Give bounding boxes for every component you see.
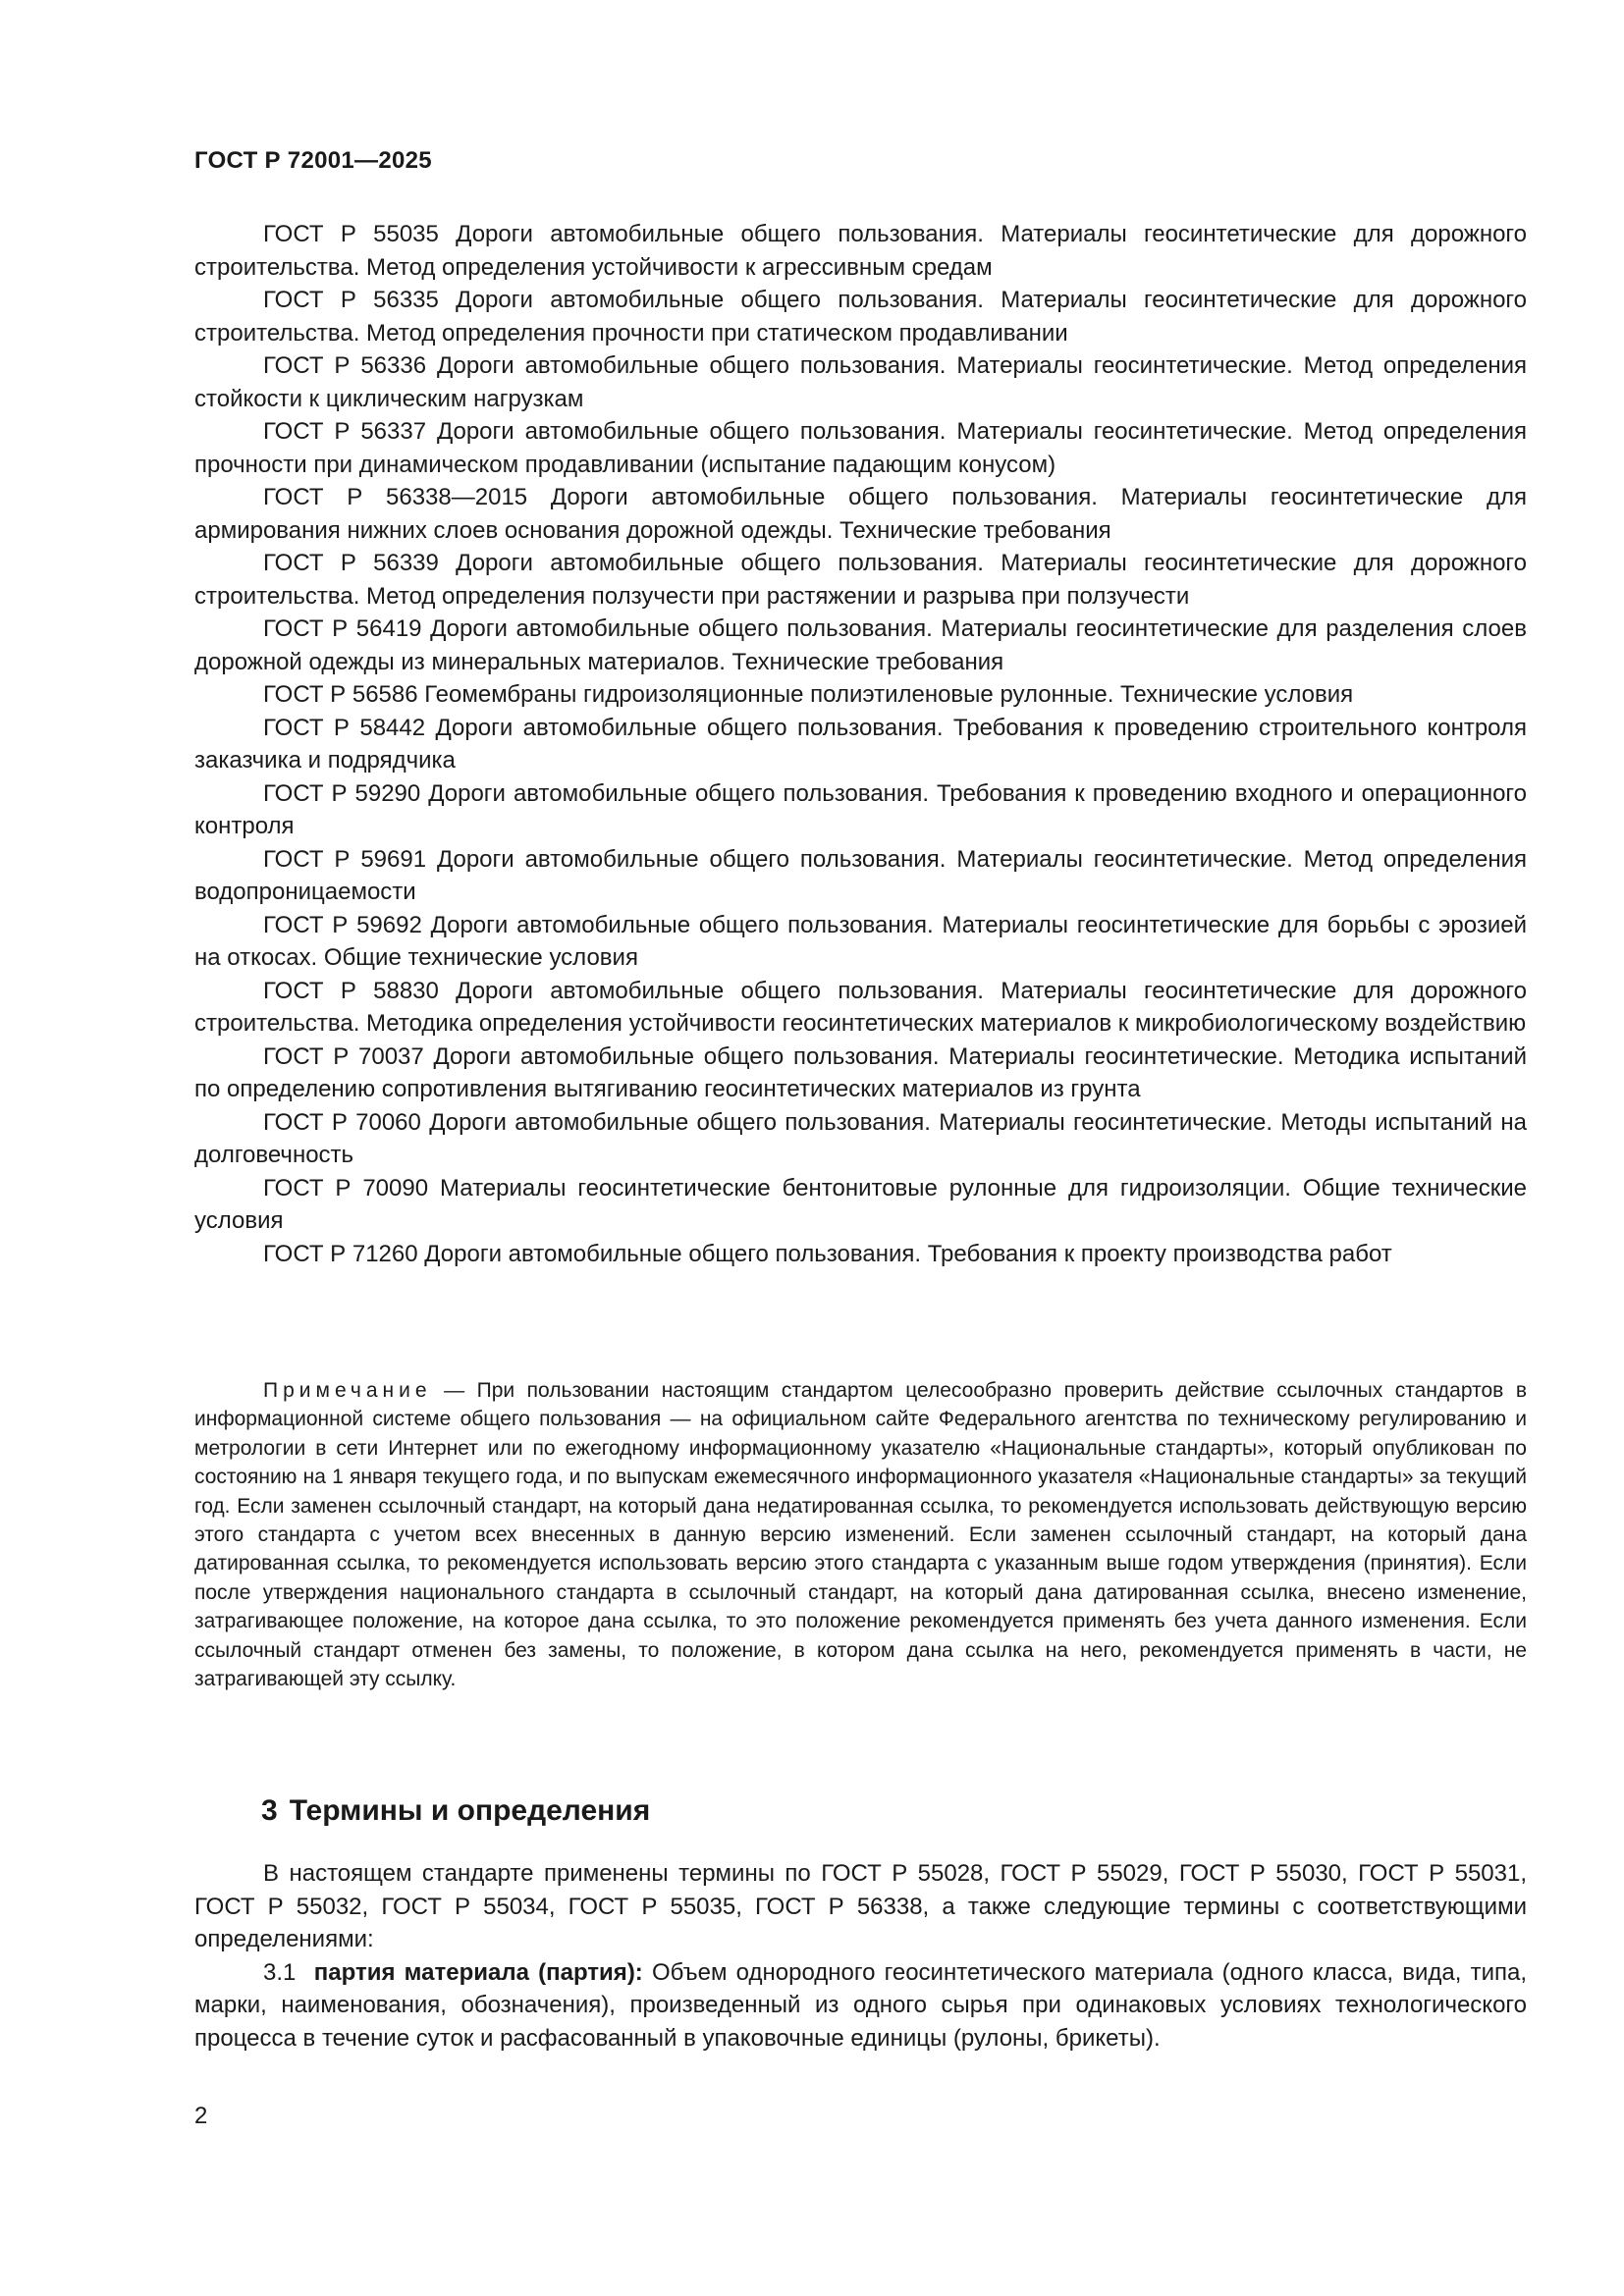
term-number: 3.1 <box>263 1958 297 1986</box>
page-number: 2 <box>194 2103 208 2129</box>
reference-item: ГОСТ Р 56339 Дороги автомобильные общего пользования. Материалы геосинтетические для дорожного строительства. Метод определения ползучести при растяжении и разрыва при ползучести <box>194 550 1527 610</box>
reference-item: ГОСТ Р 70037 Дороги автомобильные общего пользования. Материалы геосинтетические. Методика испытаний по определению сопротивления вытягиванию геосинтетических материалов из грунта <box>194 1042 1527 1102</box>
reference-item: ГОСТ Р 59691 Дороги автомобильные общего пользования. Материалы геосинтетические. Метод определения водопроницаемости <box>194 845 1527 905</box>
note-paragraph <box>194 1376 1527 1693</box>
reference-item: ГОСТ Р 56586 Геомембраны гидроизоляционные полиэтиленовые рулонные. Технические условия <box>263 681 1354 708</box>
reference-item: ГОСТ Р 58442 Дороги автомобильные общего пользования. Требования к проведению строительного контроля заказчика и подрядчика <box>194 714 1527 774</box>
note-text: — При пользовании настоящим стандартом целесообразно проверить действие ссылочных стандартов в информационной системе общего пользования — на официальном сайте Федерального агентства по техническому регулированию и метрологии в сети Интернет или по ежегодному информационному указателю «Национальные стандарты», который опубликован по состоянию на 1 января текущего года, и по выпускам ежемесячного информационного указателя «Национальные стандарты» за текущий год. Если заменен ссылочный стандарт, на который дана недатированная ссылка, то рекомендуется использовать действующую версию этого стандарта с учетом всех внесенных в данную версию изменений. Если заменен ссылочный стандарт, на который дана датированная ссылка, то рекомендуется использовать версию этого стандарта с указанным выше годом утверждения (принятия). Если после утверждения национального стандарта в ссылочный стандарт, на который дана датированная ссылка, внесено изменение, затрагивающее положение, на которое дана ссылка, то это положение рекомендуется применять без учета данного изменения. Если ссылочный стандарт отменен без замены, то положение, в котором дана ссылка на него, рекомендуется применять в части, не затрагивающей эту ссылку. <box>194 1379 1527 1691</box>
reference-item: ГОСТ Р 58830 Дороги автомобильные общего пользования. Материалы геосинтетические для дорожного строительства. Методика определения устойчивости геосинтетических материалов к микробиологическому воздействию <box>194 977 1527 1037</box>
term-definition <box>194 1956 1527 2056</box>
term-definition-text: Объем однородного геосинтетического материала (одного класса, вида, типа, марки, наименования, обозначения), произведенный из одного сырья при одинаковых условиях технологического процесса в течение суток и расфасованный в упаковочные единицы (рулоны, брикеты). <box>194 1958 1527 2052</box>
note-label: Примечание <box>263 1379 432 1402</box>
reference-item: ГОСТ Р 70090 Материалы геосинтетические бентонитовые рулонные для гидроизоляции. Общие технические условия <box>194 1174 1527 1234</box>
reference-item: ГОСТ Р 70060 Дороги автомобильные общего пользования. Материалы геосинтетические. Методы испытаний на долговечность <box>194 1108 1527 1168</box>
reference-item: ГОСТ Р 71260 Дороги автомобильные общего пользования. Требования к проекту производства работ <box>263 1240 1392 1267</box>
section-heading <box>261 1794 650 1828</box>
section-title-text: Термины и определения <box>289 1794 651 1827</box>
section-number: 3 <box>261 1794 278 1827</box>
normative-references-list <box>194 218 1527 1270</box>
section-intro: В настоящем стандарте применены термины по ГОСТ Р 55028, ГОСТ Р 55029, ГОСТ Р 55030, ГОСТ Р 55031, ГОСТ Р 55032, ГОСТ Р 55034, ГОСТ Р 55035, ГОСТ Р 56338, а также следующие термины с соответствующими определениями: <box>194 1860 1527 1952</box>
reference-item: ГОСТ Р 56337 Дороги автомобильные общего пользования. Материалы геосинтетические. Метод определения прочности при динамическом продавливании (испытание падающим конусом) <box>194 418 1527 478</box>
reference-item: ГОСТ Р 56335 Дороги автомобильные общего пользования. Материалы геосинтетические для дорожного строительства. Метод определения прочности при статическом продавливании <box>194 287 1527 347</box>
reference-item: ГОСТ Р 59692 Дороги автомобильные общего пользования. Материалы геосинтетические для борьбы с эрозией на откосах. Общие технические условия <box>194 911 1527 971</box>
term-name: партия материала (партия): <box>313 1958 643 1986</box>
reference-item: ГОСТ Р 56336 Дороги автомобильные общего пользования. Материалы геосинтетические. Метод определения стойкости к циклическим нагрузкам <box>194 352 1527 412</box>
reference-item: ГОСТ Р 56338—2015 Дороги автомобильные общего пользования. Материалы геосинтетические для армирования нижних слоев основания дорожной одежды. Технические требования <box>194 484 1527 544</box>
note-block <box>194 1376 1527 1693</box>
document-header: ГОСТ Р 72001—2025 <box>194 147 432 174</box>
section-body <box>194 1857 1527 2055</box>
reference-item: ГОСТ Р 56419 Дороги автомобильные общего пользования. Материалы геосинтетические для разделения слоев дорожной одежды из минеральных материалов. Технические требования <box>194 615 1527 675</box>
reference-item: ГОСТ Р 59290 Дороги автомобильные общего пользования. Требования к проведению входного и операционного контроля <box>194 779 1527 839</box>
reference-item: ГОСТ Р 55035 Дороги автомобильные общего пользования. Материалы геосинтетические для дорожного строительства. Метод определения устойчивости к агрессивным средам <box>194 221 1527 281</box>
